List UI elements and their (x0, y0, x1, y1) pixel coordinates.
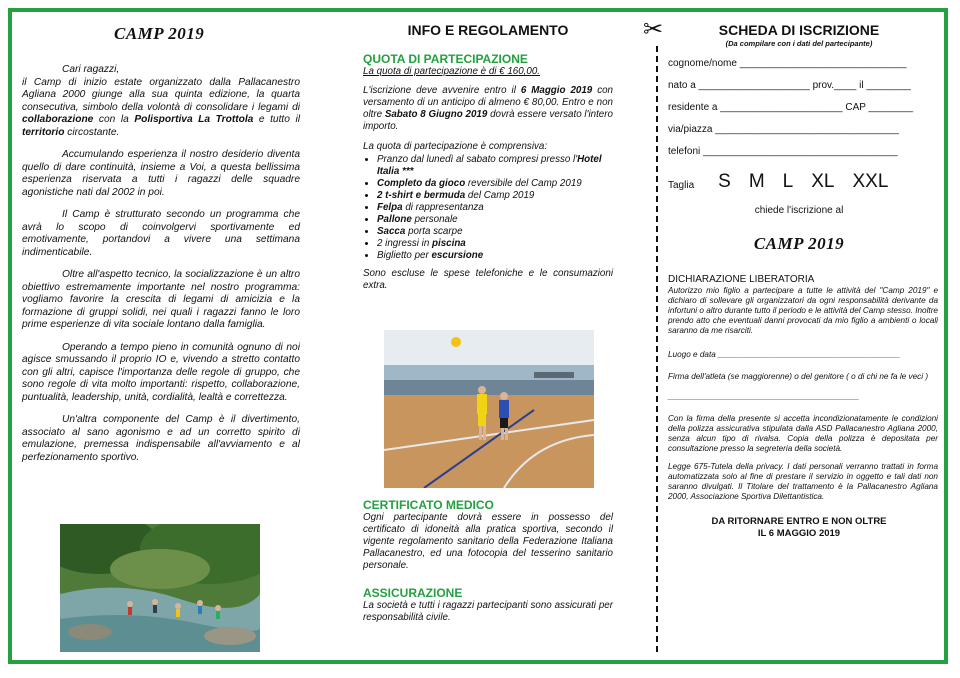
firma-line[interactable]: __________________________________________ (668, 392, 860, 401)
list-item: • Pranzo dal lunedì al sabato compresi presso l'Hotel Italia *** (377, 154, 613, 178)
taglia-row (668, 171, 938, 193)
paragraph-community: Operando a tempo pieno in comunità ognuno di noi agisce smussando il proprio IO e, vivendo a stretto contatto con gli altri, capisce l'importanza delle regole di gruppo, che sono regole di vita molto importanti: rispetto, collaborazione, puntualità, leadership, unità, cordialità, lealtà e correttezza. (22, 341, 300, 403)
paragraph-social: Oltre all'aspetto tecnico, la socializzazione è un altro obiettivo estremamente importante nel nostro programma: vogliamo favorire la crescita di legami di amicizia e la formazione di gruppi solidi, nei quali i ragazzi fanno le loro prime esperienze di vita sociale lontano dalla famiglia. (22, 269, 300, 330)
right-column (660, 14, 938, 540)
list-item: • 2 t-shirt e bermuda del Camp 2019 (377, 190, 613, 202)
nato-field[interactable]: nato a ____________________ prov.____ il ________ (668, 80, 911, 91)
middle-column-bottom (363, 494, 613, 632)
size-xl[interactable]: XL (811, 171, 835, 192)
list-item: • Sacca porta scarpe (377, 226, 613, 238)
middle-column (363, 14, 613, 300)
size-s[interactable]: S (718, 171, 731, 192)
camp-logo-text: CAMP 2019 (753, 234, 845, 253)
iscrizione-paragraph: L'iscrizione deve avvenire entro il 6 Maggio 2019 con versamento di un anticipo di almeno € 80,00. Entro e non oltre Sabato 8 Giugno 2019 dovrà essere versato l'intero importo. (363, 85, 613, 132)
list-item: • Pallone personale (377, 214, 613, 226)
left-column (22, 14, 300, 474)
privacy-text: Legge 675-Tutela della privacy. I dati personali verranno trattati in forma automatizzata solo al fine di prestare il servizio in oggetto e tali dati non saranno divulgati. Il Titolare del trattamento è la Pallacanestro Agliana 2000, Associazione Sportiva Dilettantistica. (668, 462, 938, 501)
size-m[interactable]: M (748, 171, 765, 192)
list-item: • 2 ingressi in piscina (377, 238, 613, 250)
dichiarazione-title: DICHIARAZIONE LIBERATORIA (668, 274, 815, 285)
chiede-label: chiede l'iscrizione al (754, 205, 844, 216)
cut-line (656, 46, 658, 652)
list-item: • Felpa di rappresentanza (377, 202, 613, 214)
return-deadline: DA RITORNARE ENTRO E NON OLTRE IL 6 MAGGIO 2019 (711, 516, 887, 539)
quota-line: La quota di partecipazione è di € 160,00. (363, 66, 541, 77)
list-item: • Completo da gioco reversibile del Camp 2019 (377, 178, 613, 190)
info-title: INFO E REGOLAMENTO (407, 22, 569, 38)
taglia-label: Taglia (668, 179, 695, 191)
luogo-field[interactable]: Luogo e data ________________________________________ (668, 350, 901, 359)
included-list (363, 154, 613, 262)
telefoni-field[interactable]: telefoni ___________________________________ (668, 146, 898, 157)
size-l[interactable]: L (782, 171, 794, 192)
ass-paragraph: La società e tutti i ragazzi partecipanti sono assicurati per responsabilità civile. (363, 600, 613, 623)
condizioni-text: Con la firma della presente si accetta incondizionatamente le condizioni della polizza assicurativa stipulata dalla ASD Pallacanestro Agliana 2000, senza alcun tipo di rivalsa. Copia della polizza è depositata per consultazione presso la segreteria della società. (668, 414, 938, 453)
dichiarazione-text: Autorizzo mio figlio a partecipare a tutte le attività del "Camp 2019" e dichiaro di sollevare gli organizzatori da ogni responsabilità derivante da infortuni o altro durante tutto il periodo e le attività del Camp stesso. Inoltre prendo atto che eventuali danni provocati da mio figlio a ambienti o locali saranno da me risarciti. (668, 286, 938, 335)
firma-label: Firma dell'atleta (se maggiorenne) o del genitore ( o di chi ne fa le veci ) (668, 372, 929, 381)
size-xxl[interactable]: XXL (852, 171, 889, 192)
paragraph-program: Il Camp è strutturato secondo un programma che avrà lo scopo di coinvolgervi sportivamente ed emotivamente, portandovi a vivere una settimana indimenticabile. (22, 209, 300, 258)
camp-title: CAMP 2019 (114, 24, 205, 43)
list-item: • Biglietto per escursione (377, 250, 613, 262)
river-photo (60, 524, 260, 652)
intro-paragraph: Cari ragazzi, il Camp di inizio estate organizzato dalla Pallacanestro Agliana 2000 giunge alla sua quinta edizione, la quarta consecutiva, simbolo della volontà di consolidare i legami di collaborazione con la Polisportiva La Trottola e tutto il territorio circostante. (22, 64, 300, 138)
quota-heading: QUOTA DI PARTECIPAZIONE (363, 52, 528, 66)
paragraph-experience: Accumulando esperienza il nostro desiderio diventa quello di dare continuità, insieme a Voi, a questa bellissima esperienza riservata a tutti i ragazzi delle squadre agonistiche nati dal 2002 in poi. (22, 149, 300, 198)
cognome-field[interactable]: cognome/nome ______________________________ (668, 58, 907, 69)
scheda-subtitle: (Da compilare con i dati del partecipante) (725, 39, 873, 48)
paragraph-fun: Un'altra componente del Camp è il divertimento, associato al sano agonismo e ad un corretto spirito di emulazione, premessa indispensabile all'avviamento e al perfezionamento sportivo. (22, 414, 300, 463)
ass-heading: ASSICURAZIONE (363, 586, 463, 600)
via-field[interactable]: via/piazza _________________________________ (668, 124, 899, 135)
cert-paragraph: Ogni partecipante dovrà essere in possesso del certificato di idoneità alla pratica sportiva, secondo il vigente regolamento sanitario della Federazione Italiana Pallacanestro, ed una fotocopia del tesserino sanitario personale. (363, 512, 613, 571)
scheda-title: SCHEDA DI ISCRIZIONE (718, 22, 880, 38)
escluse-paragraph: Sono escluse le spese telefoniche e le consumazioni extra. (363, 268, 613, 291)
scissors-icon: ✂ (643, 16, 664, 43)
comprensiva-label: La quota di partecipazione è comprensiva: (363, 141, 548, 152)
cert-heading: CERTIFICATO MEDICO (363, 498, 494, 512)
residente-field[interactable]: residente a ______________________ CAP ________ (668, 102, 914, 113)
gym-photo (384, 330, 594, 488)
